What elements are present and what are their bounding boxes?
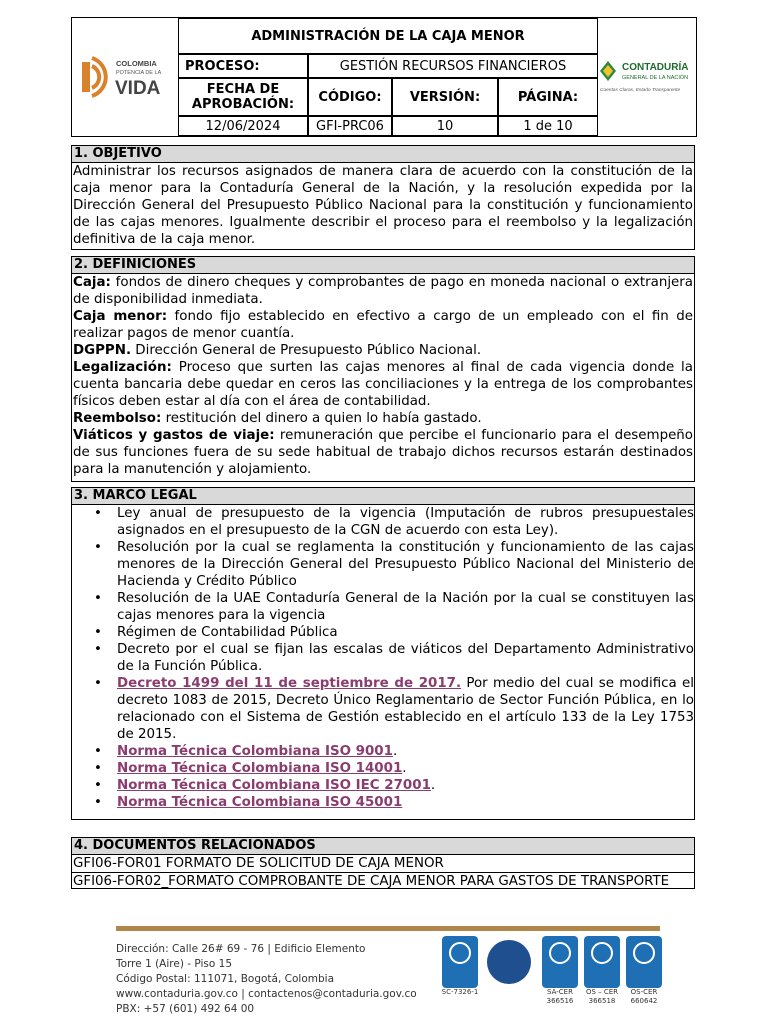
definicion-text: restitución del dinero a quien lo había gastado. [161,411,482,426]
certification-badges [440,936,660,1016]
list-item [117,505,694,539]
definicion-term: Caja: [73,275,111,290]
list-item [117,675,694,743]
section-title-marco-legal: 3. MARCO LEGAL [72,488,694,505]
footer-divider [116,926,660,931]
legal-text: . [402,761,407,776]
fecha-value: 12/06/2024 [178,116,308,136]
iso-9001-link[interactable]: Norma Técnica Colombiana ISO 9001 [117,744,393,759]
documento-row[interactable]: GFI06-FOR01 FORMATO DE SOLICITUD DE CAJA MENOR [73,856,444,871]
cert-iso-14001 [540,936,580,1006]
legal-text: . [392,744,398,759]
icontec-icon [442,936,478,988]
section-title-definiciones: 2. DEFINICIONES [72,257,694,274]
codigo-label: CÓDIGO: [308,78,392,116]
marco-legal-list [72,505,694,811]
section-marco-legal [71,487,695,820]
svg-text:VIDA: VIDA [114,78,160,99]
cert-code: OS – CER 366518 [585,988,619,1005]
decreto-1499-link[interactable]: Decreto 1499 del 11 de septiembre de 2017. [117,676,462,691]
version-label: VERSIÓN: [392,78,498,116]
footer-contact [116,942,417,1017]
legal-text: . [430,778,436,793]
definicion-item [73,308,693,342]
list-item [117,794,694,811]
list-item [117,641,694,675]
codigo-value: GFI-PRC06 [308,116,392,136]
definicion-item [73,342,693,359]
proceso-value: GESTIÓN RECURSOS FINANCIEROS [308,54,598,78]
definiciones-list [72,274,694,478]
section-title-documentos: 4. DOCUMENTOS RELACIONADOS [72,838,694,855]
svg-text:COLOMBIA: COLOMBIA [115,59,157,68]
footer-phone: PBX: +57 (601) 492 64 00 [116,1003,255,1015]
cert-iso-45001 [582,936,622,1006]
list-item [117,743,694,760]
svg-text:GENERAL DE LA NACIÓN: GENERAL DE LA NACIÓN [621,75,688,81]
definicion-item [73,274,693,308]
definicion-item [73,359,693,410]
svg-text:CONTADURÍA: CONTADURÍA [621,62,688,73]
definicion-term: Caja menor: [73,309,168,324]
iqnet-icon [487,940,531,984]
list-item [117,777,694,794]
header-table [71,17,697,137]
pagina-value: 1 de 10 [498,116,598,136]
list-item [117,760,694,777]
definicion-term: Reembolso: [73,411,162,426]
footer-address: Dirección: Calle 26# 69 - 76 | Edificio Elemento [116,943,366,955]
document-title: ADMINISTRACIÓN DE LA CAJA MENOR [178,18,598,54]
contaduria-logo [595,18,696,136]
definicion-text: Dirección General de Presupuesto Público Nacional. [131,343,482,358]
pagina-label: PÁGINA: [498,78,598,116]
section-documentos [71,837,695,889]
list-item [117,590,694,624]
definicion-item [73,427,693,478]
cert-iso-9001 [440,936,480,997]
proceso-label: PROCESO: [178,54,308,78]
objetivo-text: Administrar los recursos asignados de manera clara de acuerdo con la constitución de la caja menor para la Contaduría General de la Nación, y la resolución expedida por la Dirección General del Presupuesto Público Nacional para la constitución y funcionamiento de las cajas menores. Igualmente describir el proceso para el reembolso y la legalización definitiva de la caja menor. [73,164,693,247]
definicion-text: remuneración que percibe el funcionario para el desempeño de sus funciones fuera de su sede habitual de trabajo dichos recursos estarán destinados para la manutención y alojamiento. [73,428,693,477]
svg-text:POTENCIA DE LA: POTENCIA DE LA [115,70,161,76]
definicion-item [73,410,693,427]
cert-code: OS-CER 660642 [630,988,658,1005]
icontec-icon [626,936,662,988]
cert-code: SA-CER 366516 [546,988,574,1005]
definicion-term: Legalización: [73,360,172,375]
definicion-term: DGPPN. [73,343,132,358]
list-item [117,539,694,590]
definicion-text: Proceso que surten las cajas menores al final de cada vigencia donde la cuenta bancaria debe quedar en ceros las conciliaciones y la entrega de los comprobantes físicos deben estar al día con el área de contabilidad. [73,360,693,409]
legal-text: Resolución por la cual se reglamenta la constitución y funcionamiento de las cajas menores de la Dirección General del Presupuesto Público Nacional del Ministerio de Hacienda y Crédito Público [117,540,694,589]
definicion-term: Viáticos y gastos de viaje: [73,428,275,443]
section-definiciones [71,256,695,482]
legal-text: Decreto por el cual se fijan las escalas de viáticos del Departamento Administrativo de la Función Pública. [117,642,694,674]
section-objetivo [71,145,695,250]
iso-14001-link[interactable]: Norma Técnica Colombiana ISO 14001 [117,761,403,776]
definicion-text: fondo fijo establecido en efectivo a cargo de un empleado con el fin de realizar pagos de menor cuantía. [73,309,693,341]
colombia-potencia-logo [72,18,179,136]
legal-text: Ley anual de presupuesto de la vigencia (Imputación de rubros presupuestales asignados en el presupuesto de la CGN de acuerdo con esta Ley). [117,506,694,538]
cert-iqnet [484,936,534,988]
fecha-label: FECHA DE APROBACIÓN: [178,78,308,116]
icontec-icon [584,936,620,988]
definicion-text: fondos de dinero cheques y comprobantes de pago en moneda nacional o extranjera de disponibilidad inmediata. [73,275,693,307]
legal-text: Régimen de Contabilidad Pública [117,625,338,640]
iso-45001-link[interactable]: Norma Técnica Colombiana ISO 45001 [117,795,403,810]
footer-web-email[interactable]: www.contaduria.gov.co | contactenos@contaduria.gov.co [116,988,417,1000]
cert-iso-27001 [624,936,664,1006]
section-title-objetivo: 1. OBJETIVO [72,146,694,163]
svg-text:Cuentas Claras, Estado Transpa: Cuentas Claras, Estado Transparente [599,88,680,93]
legal-text: Por medio del cual se modifica el decreto 1083 de 2015, Decreto Único Reglamentario de Sector Función Pública, en lo relacionado con el Sistema de Gestión establecido en el artículo 133 de la Ley 1753 de 2015. [117,676,694,742]
legal-text: Resolución de la UAE Contaduría General de la Nación por la cual se constituyen las cajas menores para la vigencia [117,591,694,623]
footer-postal: Código Postal: 111071, Bogotá, Colombia [116,973,335,985]
iso-27001-link[interactable]: Norma Técnica Colombiana ISO IEC 27001 [117,778,431,793]
list-item [117,624,694,641]
footer-tower: Torre 1 (Aire) - Piso 15 [116,958,233,970]
icontec-icon [542,936,578,988]
version-value: 10 [392,116,498,136]
documento-row[interactable]: GFI06-FOR02_FORMATO COMPROBANTE DE CAJA MENOR PARA GASTOS DE TRANSPORTE [72,872,694,890]
cert-code: SC-7326-1 [441,988,479,996]
